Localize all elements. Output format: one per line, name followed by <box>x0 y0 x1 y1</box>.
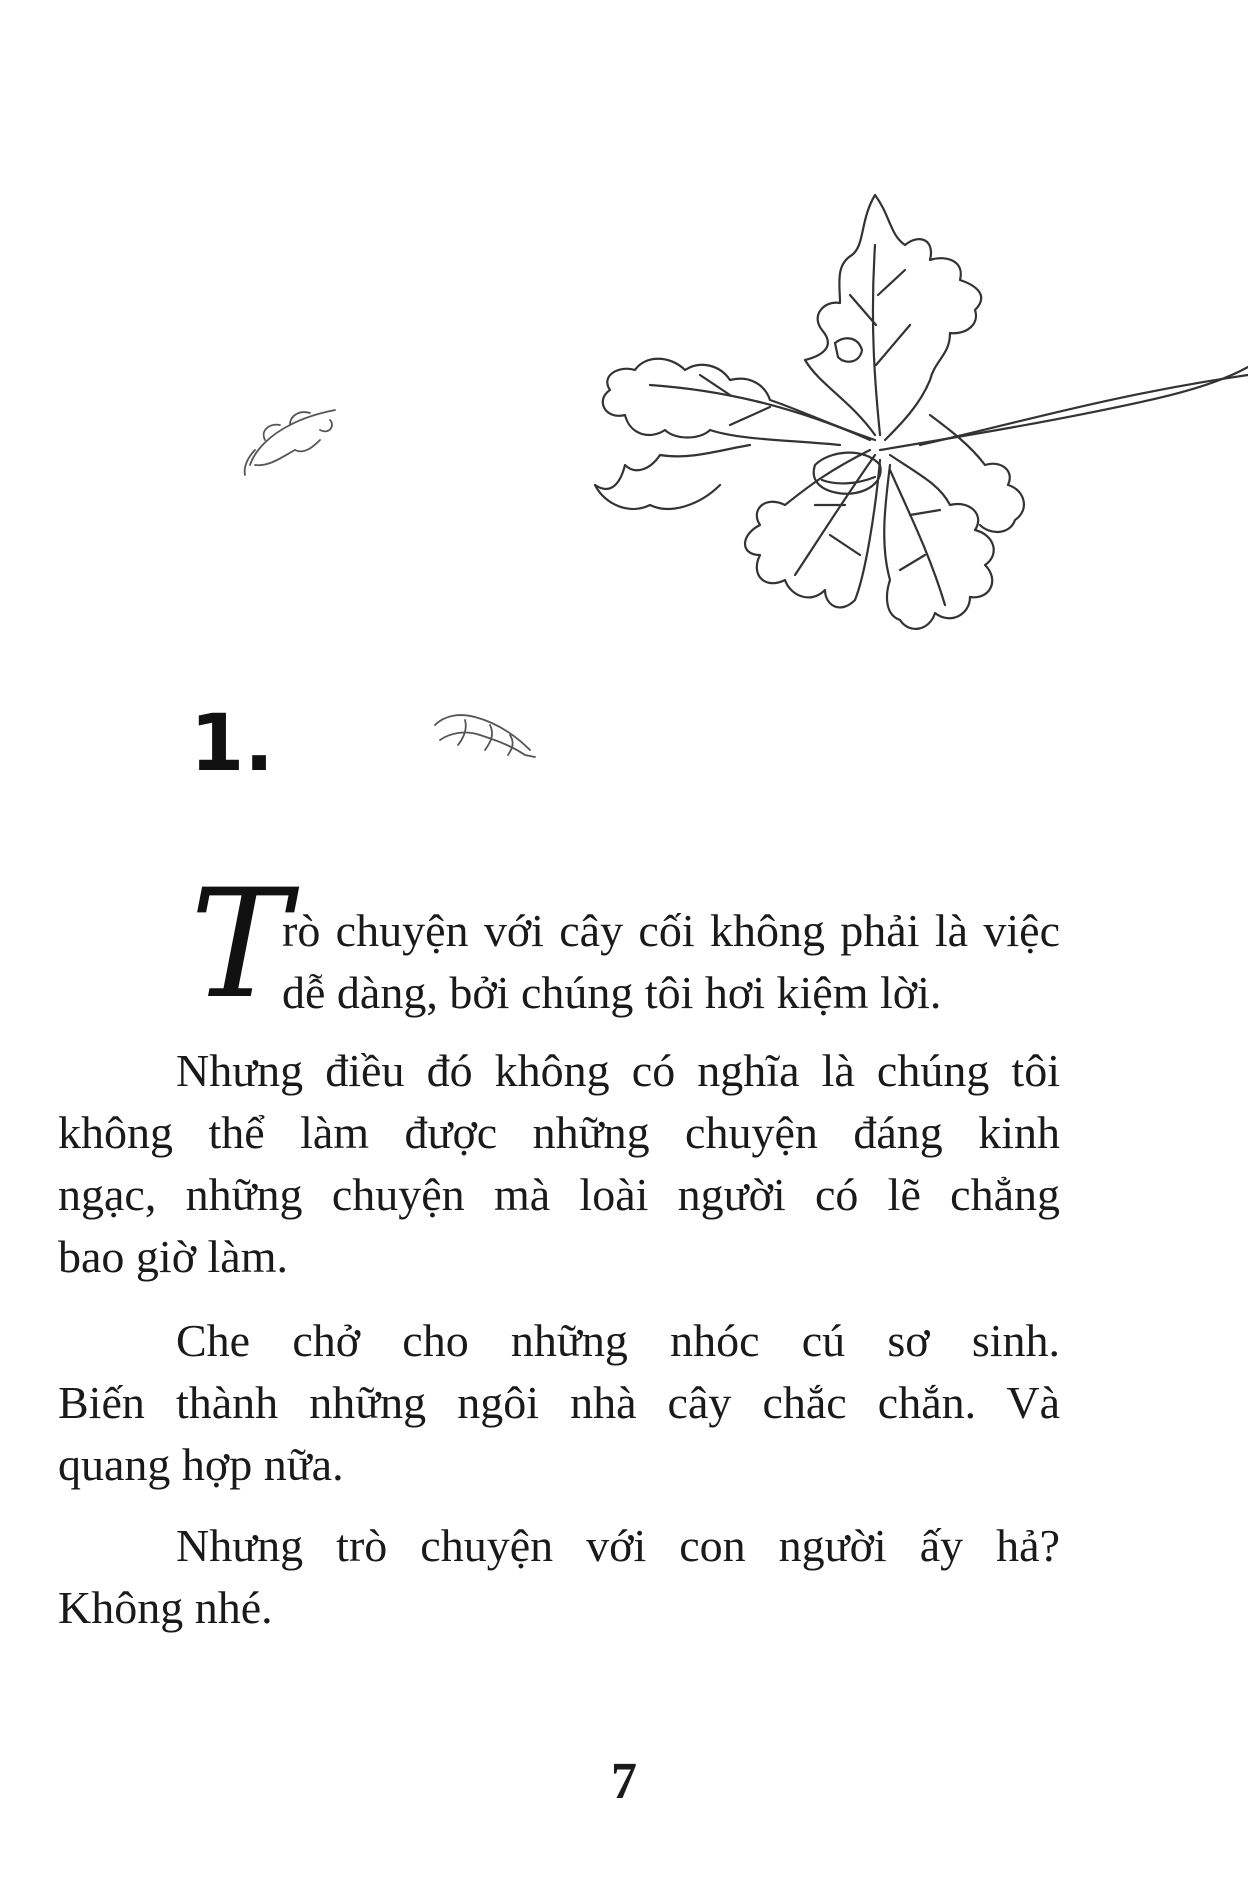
page-number: 7 <box>611 1753 637 1810</box>
paragraph-line: quang hợp nữa. <box>58 1439 344 1490</box>
paragraph-line: Nhưng điều đó không có nghĩa là chúng tôi <box>176 1045 1060 1096</box>
paragraph-line: dễ dàng, bởi chúng tôi hơi kiệm lời. <box>282 967 942 1018</box>
oak-leaves-acorn-icon <box>590 185 1248 695</box>
paragraph-line: rò chuyện với cây cối không phải là việc <box>282 905 1060 956</box>
paragraph-line: Nhưng trò chuyện với con người ấy hả? <box>176 1520 1060 1571</box>
small-leaf-icon <box>430 705 540 765</box>
paragraph-line: bao giờ làm. <box>58 1231 288 1282</box>
paragraph-4 <box>58 1515 1060 1639</box>
paragraph-line: ngạc, những chuyện mà loài người có lẽ chẳng <box>58 1169 1060 1220</box>
paragraph-line: Biến thành những ngôi nhà cây chắc chắn. Và <box>58 1377 1060 1428</box>
paragraph-line: không thể làm được những chuyện đáng kinh <box>58 1107 1060 1158</box>
paragraph-3 <box>58 1310 1060 1496</box>
chapter-number: 1. <box>190 699 274 789</box>
paragraph-line: Không nhé. <box>58 1582 273 1633</box>
paragraph-2 <box>58 1040 1060 1288</box>
drop-cap: T <box>190 858 291 1032</box>
paragraph-line: Che chở cho những nhóc cú sơ sinh. <box>176 1315 1060 1366</box>
paragraph-1 <box>282 900 1060 1024</box>
small-leaf-icon <box>235 395 345 485</box>
